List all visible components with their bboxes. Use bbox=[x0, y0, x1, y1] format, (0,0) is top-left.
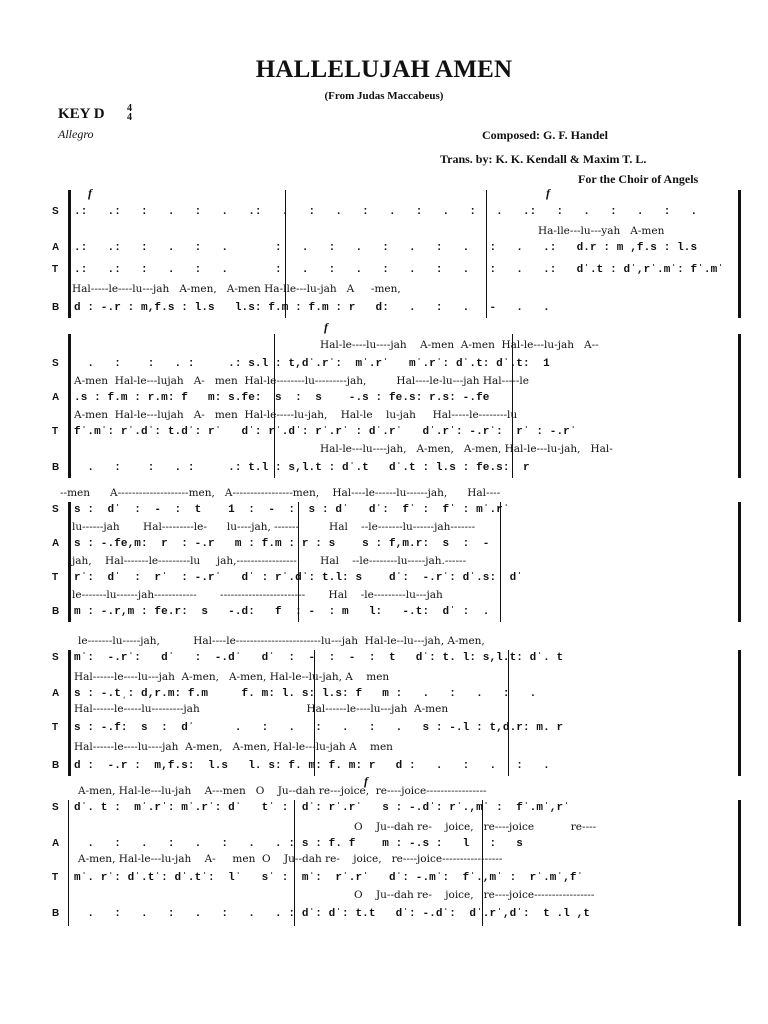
lyric-line: le-------lu-----jah, Hal----le------------------------lu---jah Hal-le--lu---jah, A-men, bbox=[78, 635, 485, 647]
barline bbox=[68, 800, 69, 926]
barline bbox=[68, 502, 71, 622]
part-label: S bbox=[52, 206, 59, 217]
part-label: A bbox=[52, 392, 60, 403]
tempo-marking: Allegro bbox=[58, 127, 94, 141]
barline bbox=[738, 190, 741, 318]
lyric-line: O Ju--dah re- joice, re----joice----------------- bbox=[354, 889, 595, 901]
lyric-line: jah, Hal-------le---------lu jah,----------------- Hal --le--------lu-----jah.------ bbox=[72, 555, 467, 567]
part-label: A bbox=[52, 538, 60, 549]
part-label: S bbox=[52, 802, 59, 813]
solfa-notation-line: mˈ: -.rˈ: dˈ : -.dˈ dˈ : - : - : t dˈ: t. l: s,l.t: dˈ. t bbox=[74, 652, 564, 664]
solfa-notation-line: s : -.tˌ: d,r.m: f.m f. m: l. s: l.s: f m : . : . : . bbox=[74, 688, 537, 700]
barline bbox=[738, 650, 741, 776]
barline bbox=[738, 800, 741, 926]
solfa-notation-line: d : -.r : m,f.s : l.s l.s: f.m : f.m : r d: . : . - . . bbox=[74, 302, 550, 314]
solfa-notation-line: . : . : . : . . : dˈ: dˈ: t.t dˈ: -.dˈ: dˈ.rˈ,dˈ: t .l ,t bbox=[74, 908, 590, 920]
lyric-line: lu------jah Hal---------le- lu----jah, ------- Hal --le-------lu------jah------- bbox=[72, 521, 476, 533]
score-system-2 bbox=[52, 318, 742, 478]
solfa-notation-line: s : -.f: s : dˈ . : . : . : . s : -.l : t,d.r: m. r bbox=[74, 722, 564, 734]
barline bbox=[68, 334, 71, 478]
solfa-notation-line: rˈ: dˈ : rˈ : -.rˈ dˈ : rˈ.dˈ: t.l: s dˈ: -.rˈ: dˈ.s: dˈ bbox=[74, 572, 523, 584]
barline bbox=[68, 190, 71, 318]
lyric-line: O Ju--dah re- joice, re----joice re---- bbox=[354, 821, 597, 833]
dynamic-marking: f bbox=[364, 774, 368, 788]
lyric-line: A-men Hal-le---lujah A- men Hal-le-----lu-jah, Hal-le lu-jah Hal-----le--------lu bbox=[74, 409, 518, 421]
lyric-line: --men A--------------------men, A-----------------men, Hal----le------lu------jah, Hal---- bbox=[60, 487, 501, 499]
solfa-notation-line: .: .: : . : . .: . : . : . : . : . .: : . : . : . bbox=[74, 206, 698, 218]
solfa-notation-line: d : -.r : m,f.s: l.s l. s: f. m: f. m: r d : . : . : . bbox=[74, 760, 550, 772]
score-system-5 bbox=[52, 774, 742, 926]
solfa-notation-line: .: .: : . : . : . : . : . : . : . .: d.r : m ,f.s : l.s bbox=[74, 242, 698, 254]
dynamic-marking: f bbox=[88, 186, 92, 200]
lyric-line: Hal-le----lu----jah A-men A-men Hal-le---lu-jah A-- bbox=[320, 339, 599, 351]
score-system-3 bbox=[52, 486, 742, 622]
lyric-line: Ha-lle---lu---yah A-men bbox=[538, 225, 665, 237]
part-label: B bbox=[52, 606, 60, 617]
barline bbox=[500, 502, 501, 622]
lyric-line: Hal-----le----lu---jah A-men, A-men Ha-lle---lu-jah A -men, bbox=[72, 283, 401, 295]
solfa-notation-line: m : -.r,m : fe.r: s -.d: f : - : m l: -.t: dˈ : . bbox=[74, 606, 490, 618]
dynamic-marking: f bbox=[546, 186, 550, 200]
lyric-line: Hal------le----lu----jah A-men, A-men, Hal-le---lu-jah A men bbox=[74, 741, 393, 753]
part-label: S bbox=[52, 504, 59, 515]
lyric-line: le-------lu------jah------------ ------------------------ Hal -le---------lu---jah bbox=[72, 589, 443, 601]
part-label: B bbox=[52, 908, 60, 919]
solfa-notation-line: s : dˈ : - : t 1 : - : s : dˈ dˈ: fˈ : fˈ : mˈ.rˈ bbox=[74, 504, 510, 516]
time-signature-bottom: 4 bbox=[127, 112, 132, 123]
barline bbox=[68, 650, 71, 776]
solfa-notation-line: . : : . : .: s.l : t,dˈ.rˈ: mˈ.rˈ mˈ.rˈ: dˈ.t: dˈ.t: 1 bbox=[74, 358, 550, 370]
lyric-line: Hal-le---lu----jah, A-men, A-men, Hal-le---lu-jah, Hal- bbox=[320, 443, 613, 455]
part-label: S bbox=[52, 358, 59, 369]
solfa-notation-line: fˈ.mˈ: rˈ.dˈ: t.dˈ: rˈ dˈ: rˈ.dˈ: rˈ.rˈ : dˈ.rˈ dˈ.rˈ: -.rˈ: rˈ : -.rˈ bbox=[74, 426, 577, 438]
part-label: T bbox=[52, 722, 59, 733]
key-signature: KEY D bbox=[58, 106, 105, 122]
part-label: B bbox=[52, 462, 60, 473]
part-label: T bbox=[52, 264, 59, 275]
time-signature-top: 4 bbox=[127, 103, 132, 114]
part-label: B bbox=[52, 302, 60, 313]
lyric-line: A-men, Hal-le---lu-jah A---men O Ju--dah re---joice, re----joice----------------- bbox=[78, 785, 487, 797]
barline bbox=[738, 334, 741, 478]
part-label: A bbox=[52, 838, 60, 849]
solfa-notation-line: . : : . : .: t.l : s,l.t : dˈ.t dˈ.t : l.s : fe.s: r bbox=[74, 462, 530, 474]
part-label: B bbox=[52, 760, 60, 771]
solfa-notation-line: . : . : . : . . : s : f. f m : -.s : l : s bbox=[74, 838, 523, 850]
barline bbox=[738, 502, 741, 622]
composer-credit: Composed: G. F. Handel bbox=[482, 128, 608, 142]
part-label: T bbox=[52, 872, 59, 883]
part-label: A bbox=[52, 688, 60, 699]
lyric-line: Hal------le----lu---jah A-men, A-men, Hal-le--lu-jah, A men bbox=[74, 671, 390, 683]
song-subtitle: (From Judas Maccabeus) bbox=[324, 90, 444, 102]
part-label: A bbox=[52, 242, 60, 253]
score-system-4 bbox=[52, 634, 742, 776]
score-system-1 bbox=[52, 186, 742, 318]
dedication: For the Choir of Angels bbox=[578, 172, 699, 186]
solfa-notation-line: .s : f.m : r.m: f m: s.fe: s : s -.s : fe.s: r.s: -.fe bbox=[74, 392, 490, 404]
dynamic-marking: f bbox=[324, 320, 328, 334]
lyric-line: Hal------le-----lu---------jah Hal------le----lu---jah A-men bbox=[74, 703, 449, 715]
solfa-notation-line: .: .: : . : . : . : . : . : . : . .: dˈ.t : dˈ,rˈ.mˈ: fˈ.mˈ bbox=[74, 264, 725, 276]
part-label: T bbox=[52, 572, 59, 583]
lyric-line: A-men, Hal-le---lu-jah A- men O Ju--dah re- joice, re----joice----------------- bbox=[78, 853, 503, 865]
part-label: S bbox=[52, 652, 59, 663]
solfa-notation-line: s : -.fe,m: r : -.r m : f.m : r : s s : f,m.r: s : - bbox=[74, 538, 490, 550]
song-title: HALLELUJAH AMEN bbox=[255, 56, 513, 83]
part-label: T bbox=[52, 426, 59, 437]
lyric-line: A-men Hal-le---lujah A- men Hal-le--------lu---------jah, Hal----le-lu---jah Hal-----le bbox=[74, 375, 529, 387]
time-signature bbox=[127, 104, 132, 122]
solfa-notation-line: dˈ. t : mˈ.rˈ: mˈ.rˈ: dˈ tˈ : dˈ: rˈ.rˈ s : -.dˈ: rˈ.,mˈ : fˈ.mˈ,rˈ bbox=[74, 802, 570, 814]
solfa-notation-line: mˈ. rˈ: dˈ.tˈ: dˈ.tˈ: lˈ sˈ : mˈ: rˈ.rˈ dˈ: -.mˈ: fˈ.,mˈ : rˈ.mˈ,fˈ bbox=[74, 872, 584, 884]
translator-credit: Trans. by: K. K. Kendall & Maxim T. L. bbox=[440, 152, 647, 166]
